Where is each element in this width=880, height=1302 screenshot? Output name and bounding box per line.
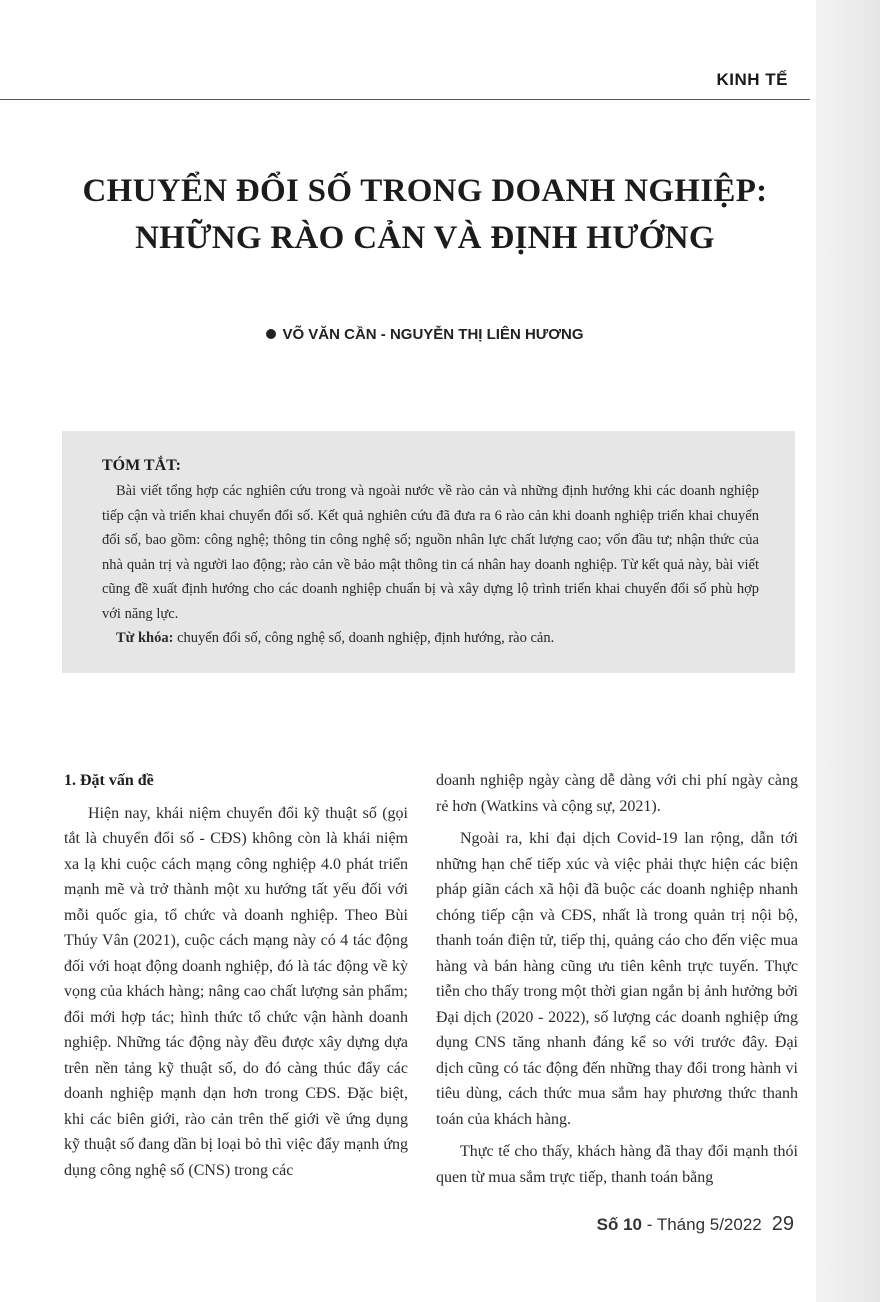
abstract-box [62,431,795,673]
paragraph: Thực tế cho thấy, khách hàng đã thay đổi mạnh thói quen từ mua sắm trực tiếp, thanh toán bằng [436,1143,798,1186]
section-heading: 1. Đặt vấn đề [64,772,154,789]
keywords-line [102,626,759,651]
keywords-text: chuyển đổi số, công nghệ số, doanh nghiệp, định hướng, rào cản. [173,630,555,646]
page-footer [597,1213,794,1236]
body-column-left [64,768,408,1190]
body-column-right [436,768,798,1197]
paragraph: Hiện nay, khái niệm chuyển đổi kỹ thuật số (gọi tắt là chuyển đổi số - CĐS) không còn là khái niệm xa lạ khi cuộc cách mạng công nghiệp 4.0 phát triển mạnh mẽ và trở thành một xu hướng tất yếu đối với mỗi quốc gia, tổ chức và doanh nghiệp. Theo Bùi Thúy Vân (2021), cuộc cách mạng này có 4 tác động đối với hoạt động doanh nghiệp, đó là tác động về kỳ vọng của khách hàng; nâng cao chất lượng sản phẩm; đổi mới hợp tác; hình thức tổ chức vận hành doanh nghiệp. Những tác động này đều được xây dựng dựa trên nền tảng kỹ thuật số, do đó càng thúc đẩy các doanh nghiệp mạnh dạn hơn trong CĐS. Đặc biệt, khi các biên giới, rào cản trên thế giới về ứng dụng kỹ thuật số đang dần bị loại bỏ thì việc đẩy mạnh ứng dụng công nghệ số (CNS) trong các [64,804,408,1179]
abstract-text: Bài viết tổng hợp các nghiên cứu trong và ngoài nước về rào cản và những định hướng khi các doanh nghiệp tiếp cận và triển khai chuyển đổi số. Kết quả nghiên cứu đã đưa ra 6 rào cản khi doanh nghiệp triển khai chuyển đổi số, bao gồm: công nghệ; thông tin công nghệ số; nguồn nhân lực chất lượng cao; vốn đầu tư; nhận thức của nhà quản trị và người lao động; rào cản về bảo mật thông tin cá nhân hay doanh nghiệp. Từ kết quả này, bài viết cũng đề xuất định hướng cho các doanh nghiệp chuẩn bị và xây dựng lộ trình triển khai chuyển đổi số phù hợp với năng lực. [102,483,759,622]
page-number: 29 [771,1213,794,1235]
issue-number: Số 10 [596,1215,643,1234]
page-edge-shadow [816,0,880,1302]
issue-month: Tháng 5/2022 [656,1215,762,1234]
article-title [40,168,810,262]
paragraph: Ngoài ra, khi đại dịch Covid-19 lan rộng, dẫn tới những hạn chế tiếp xúc và việc phải thực hiện các biện pháp giãn cách xã hội đã buộc các doanh nghiệp nhanh chóng tiếp cận và CĐS, nhất là trong quản trị nội bộ, thanh toán điện tử, tiếp thị, quảng cáo cho đến việc mua hàng và bán hàng cũng ưu tiên kênh trực tuyến. Thực tiễn cho thấy trong một thời gian ngắn bị ảnh hưởng bởi Đại dịch (2020 - 2022), số lượng các doanh nghiệp ứng dụng CNS tăng nhanh đáng kể so với trước đây. Đại dịch cũng có tác động đến những thay đổi trong hành vi tiêu dùng, cách thức mua sắm hay phương thức thanh toán của khách hàng. [436,830,798,1128]
bullet-icon [266,329,276,339]
title-line-2: NHỮNG RÀO CẢN VÀ ĐỊNH HƯỚNG [135,220,715,256]
footer-separator: - [642,1215,657,1234]
author-names: VÕ VĂN CẦN - NGUYỄN THỊ LIÊN HƯƠNG [282,326,584,343]
section-label: KINH TẾ [716,70,788,89]
title-line-1: CHUYỂN ĐỔI SỐ TRONG DOANH NGHIỆP: [82,173,768,209]
abstract-heading: TÓM TẮT: [102,457,181,474]
paragraph-continued: doanh nghiệp ngày càng dễ dàng với chi phí ngày càng rẻ hơn (Watkins và cộng sự, 2021). [436,772,798,815]
authors-line [40,326,810,343]
keywords-label: Từ khóa: [116,630,174,646]
header-divider [0,99,810,100]
